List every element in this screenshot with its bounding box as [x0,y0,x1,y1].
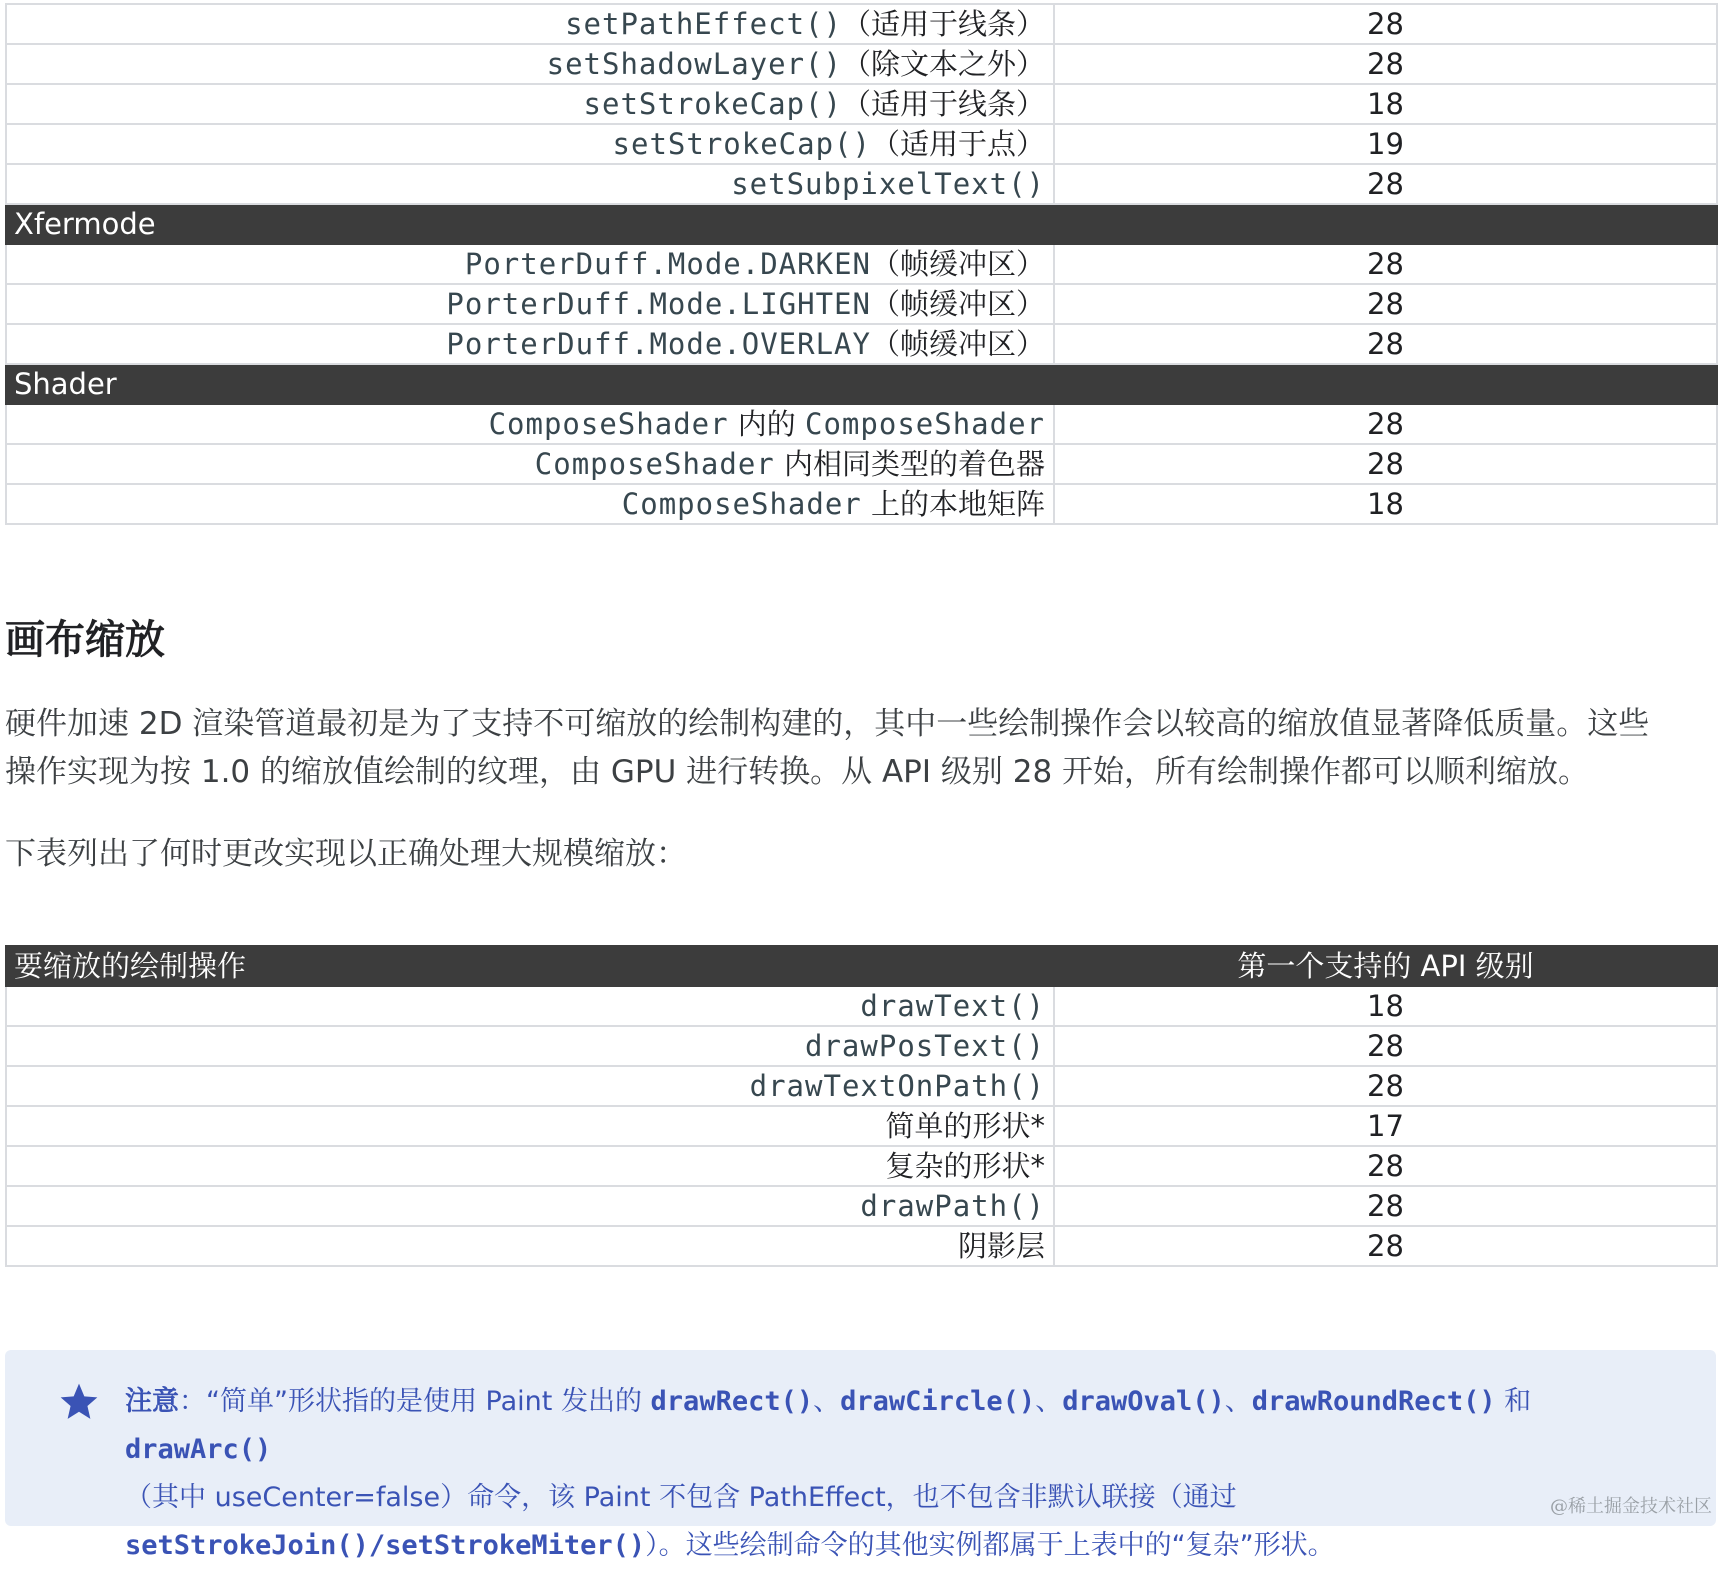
table-row [6,986,1717,1026]
operation-cell [6,986,1054,1026]
operation-note: （帧缓冲区） [870,247,1045,281]
note-t3: （其中 useCenter=false）命令，该 Paint 不包含 PathEffect，也不包含非默认联接（通过 [125,1482,1237,1513]
note-text [125,1378,1685,1570]
note-s2: 、 [1035,1386,1063,1417]
api-level-cell: 17 [1054,1106,1717,1146]
watermark: @稀土掘金技术社区 [1550,1496,1712,1517]
table-row [6,164,1717,204]
operation-note: （适用于线条） [841,87,1045,121]
operation-code: ComposeShader [621,487,862,521]
star-icon-svg [57,1380,101,1424]
note-code-drawrect: drawRect() [650,1386,814,1417]
intro-line-1: 硬件加速 2D 渲染管道最初是为了支持不可缩放的绘制构建的，其中一些绘制操作会以较高的缩放值显著降低质量。这些 [5,706,1650,742]
header-api-level: 第一个支持的 API 级别 [1054,946,1717,986]
note-t4: ）。这些绘制命令的其他实例都属于上表中的“复杂”形状。 [645,1530,1335,1561]
note-code-drawcircle: drawCircle() [840,1386,1036,1417]
header-operation: 要缩放的绘制操作 [6,946,1054,986]
table-row [6,124,1717,164]
operation-note: 复杂的形状* [885,1149,1045,1183]
api-level-cell: 28 [1054,4,1717,44]
operation-cell [6,284,1054,324]
table-row [6,404,1717,444]
operation-cell [6,404,1054,444]
api-level-cell: 19 [1054,124,1717,164]
operation-note: （帧缓冲区） [870,287,1045,321]
operation-note: 阴影层 [957,1229,1045,1263]
table-intro: 下表列出了何时更改实现以正确处理大规模缩放： [5,836,687,872]
table-row [6,444,1717,484]
note-code-drawarc: drawArc() [125,1434,272,1465]
operation-code: drawPath() [860,1189,1045,1223]
operation-note: （适用于线条） [841,7,1045,41]
operation-code: PorterDuff.Mode.OVERLAY [446,327,871,361]
operation-code: ComposeShader [534,447,775,481]
operation-cell [6,324,1054,364]
table-row [6,1186,1717,1226]
operation-cell [6,1146,1054,1186]
operation-cell [6,84,1054,124]
api-level-cell: 28 [1054,1226,1717,1266]
operation-code: setPathEffect() [565,7,842,41]
note-callout [5,1350,1716,1561]
note-t2: 和 [1495,1386,1532,1417]
intro-paragraph [5,700,1649,796]
section-row [6,204,1717,244]
api-table-paint [5,3,1718,525]
api-level-cell: 18 [1054,484,1717,524]
section-title: 画布缩放 [5,617,165,663]
api-level-cell: 28 [1054,1066,1717,1106]
api-level-cell: 28 [1054,1186,1717,1226]
table-row [6,1026,1717,1066]
operation-cell [6,164,1054,204]
operation-note: （除文本之外） [841,47,1045,81]
table-row [6,84,1717,124]
table-row [6,244,1717,284]
operation-code: drawText() [860,989,1045,1023]
note-sep: ： [179,1386,206,1417]
note-s1: 、 [813,1386,841,1417]
api-level-cell: 28 [1054,444,1717,484]
operation-note: 内的 [728,407,806,441]
operation-code: setShadowLayer() [546,47,842,81]
note-label: 注意 [125,1386,179,1417]
operation-code: PorterDuff.Mode.DARKEN [464,247,871,281]
table-row [6,1106,1717,1146]
table-row [6,484,1717,524]
section-label: Xfermode [6,204,1717,244]
operation-note: （帧缓冲区） [870,327,1045,361]
operation-code: setSubpixelText() [731,167,1045,201]
operation-cell [6,244,1054,284]
operation-cell [6,1186,1054,1226]
api-table-scaling [5,945,1718,1267]
operation-code: ComposeShader [805,407,1045,441]
operation-code: ComposeShader [488,407,729,441]
api-level-cell: 28 [1054,1146,1717,1186]
operation-cell [6,1226,1054,1266]
table-header-row [6,946,1717,986]
api-level-cell: 28 [1054,244,1717,284]
section-row [6,364,1717,404]
note-code-drawoval: drawOval() [1062,1386,1225,1417]
note-code-drawroundrect: drawRoundRect() [1251,1386,1496,1417]
operation-cell [6,124,1054,164]
operation-cell [6,484,1054,524]
intro-line-2: 操作实现为按 1.0 的缩放值绘制的纹理，由 GPU 进行转换。从 API 级别 28 开始，所有绘制操作都可以顺利缩放。 [5,754,1590,790]
api-level-cell: 28 [1054,284,1717,324]
operation-cell [6,444,1054,484]
operation-cell [6,44,1054,84]
api-level-cell: 28 [1054,44,1717,84]
operation-note: 简单的形状* [885,1109,1045,1143]
table-row [6,44,1717,84]
operation-cell [6,4,1054,44]
note-t1: “简单”形状指的是使用 Paint 发出的 [206,1386,651,1417]
operation-code: PorterDuff.Mode.LIGHTEN [446,287,871,321]
table-row [6,1226,1717,1266]
operation-note: 内相同类型的着色器 [774,447,1045,481]
api-level-cell: 28 [1054,1026,1717,1066]
operation-code: drawPosText() [805,1029,1045,1063]
table-row [6,284,1717,324]
table-row [6,1066,1717,1106]
api-level-cell: 28 [1054,324,1717,364]
note-code-setstroke: setStrokeJoin()/setStrokeMiter() [125,1530,646,1561]
operation-note: （适用于点） [870,127,1045,161]
api-level-cell: 28 [1054,164,1717,204]
operation-cell [6,1106,1054,1146]
section-label: Shader [6,364,1717,404]
star-icon [57,1380,103,1426]
api-level-cell: 18 [1054,84,1717,124]
api-level-cell: 28 [1054,404,1717,444]
operation-code: setStrokeCap() [612,127,871,161]
operation-cell [6,1066,1054,1106]
table-row [6,4,1717,44]
operation-code: setStrokeCap() [583,87,842,121]
operation-note: 上的本地矩阵 [861,487,1045,521]
table-row [6,324,1717,364]
note-s3: 、 [1224,1386,1252,1417]
table-row [6,1146,1717,1186]
api-level-cell: 18 [1054,986,1717,1026]
operation-code: drawTextOnPath() [749,1069,1045,1103]
operation-cell [6,1026,1054,1066]
